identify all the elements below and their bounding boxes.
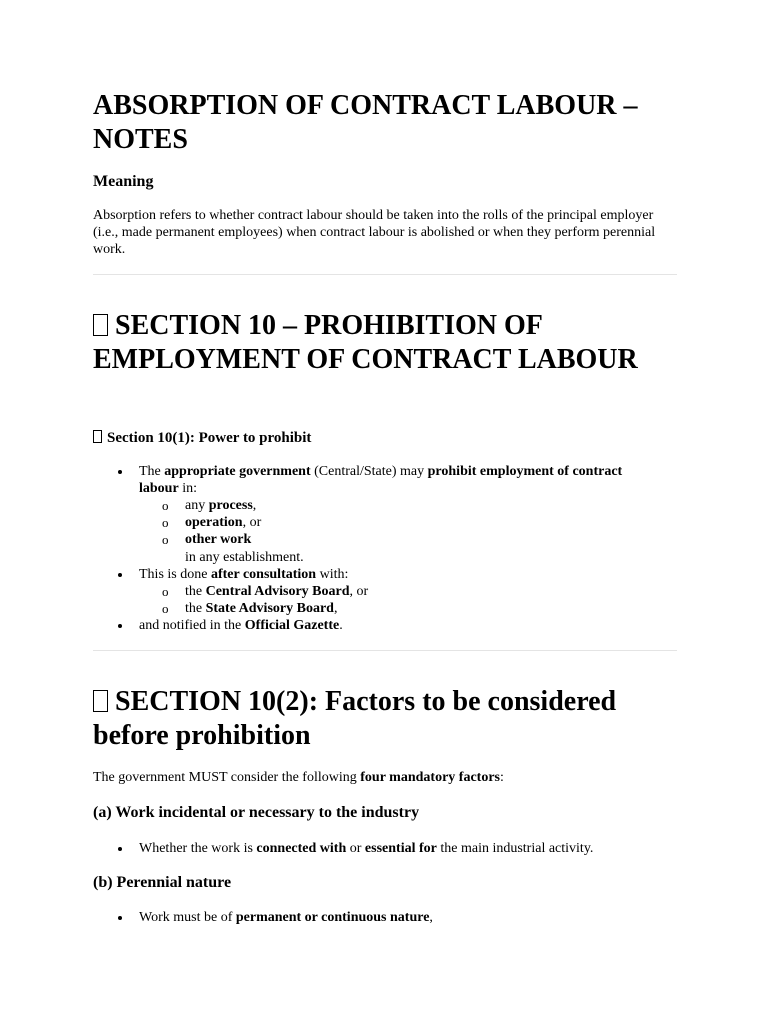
text: . [339, 618, 343, 633]
page-title: ABSORPTION OF CONTRACT LABOUR – NOTES [93, 90, 638, 155]
meaning-heading: Meaning [93, 173, 154, 190]
list-item-continuation: in any establishment. [185, 550, 304, 565]
text: the [185, 601, 206, 616]
bold-text: Central Advisory Board [205, 584, 350, 599]
sub-list-item [185, 531, 251, 548]
text: : [500, 770, 504, 785]
bold-text: four mandatory factors [360, 770, 500, 785]
sub-bullet-icon: o [162, 532, 169, 547]
bold-text: permanent or continuous nature [235, 910, 430, 925]
text: , [252, 498, 257, 513]
factor-a-heading: (a) Work incidental or necessary to the industry [93, 804, 420, 821]
list-item-continuation [139, 480, 197, 497]
bullet-icon [118, 470, 122, 474]
bullet-icon [118, 916, 122, 920]
text: the main industrial activity. [436, 841, 594, 856]
text: the [185, 584, 206, 599]
bold-text: appropriate government [164, 464, 311, 479]
sub-list-item [185, 600, 337, 617]
bullet-icon [118, 624, 122, 628]
text: and notified in the [139, 618, 245, 633]
divider [93, 274, 677, 275]
bullet-icon [118, 573, 122, 577]
text: , [333, 601, 338, 616]
checkbox-icon [93, 314, 108, 336]
text: in: [178, 481, 197, 496]
sub-bullet-icon: o [162, 498, 169, 513]
bold-text: prohibit employment of contract [427, 464, 623, 479]
checkbox-icon [93, 430, 102, 443]
bold-text: other work [185, 532, 252, 547]
bold-text: operation [185, 515, 243, 530]
sub-bullet-icon: o [162, 584, 169, 599]
bold-text: labour [139, 481, 179, 496]
bold-text: process [208, 498, 253, 513]
text: The [139, 464, 165, 479]
bold-text: State Advisory Board [205, 601, 334, 616]
section-10-2-heading [93, 685, 677, 753]
list-item [139, 840, 593, 857]
bold-text: essential for [364, 841, 437, 856]
text: with: [316, 567, 349, 582]
bold-text: connected with [256, 841, 347, 856]
text: or [346, 841, 365, 856]
factor-b-heading: (b) Perennial nature [93, 874, 232, 891]
section-10-2-heading-text: SECTION 10(2): Factors to be considered before prohibition [93, 686, 617, 751]
bold-text: after consultation [210, 567, 317, 582]
checkbox-icon [93, 690, 108, 712]
bullet-icon [118, 847, 122, 851]
text: any [185, 498, 209, 513]
text: , [429, 910, 433, 925]
section-10-heading [93, 309, 677, 377]
text: (Central/State) may [310, 464, 428, 479]
meaning-text: Absorption refers to whether contract labour should be taken into the rolls of the principal employer (i.e., made permanent employees) when contract labour is abolished or when they perform perennial work. [93, 208, 656, 257]
sub-list-item [185, 497, 256, 514]
section-10-1-heading [93, 428, 311, 448]
list-item [139, 909, 433, 926]
sub-list-item [185, 583, 368, 600]
bold-text: Official Gazette [244, 618, 340, 633]
text: Work must be of [139, 910, 236, 925]
text: Whether the work is [139, 841, 257, 856]
text: This is done [139, 567, 211, 582]
divider [93, 650, 677, 651]
text: The government MUST consider the following [93, 770, 361, 785]
sub-bullet-icon: o [162, 601, 169, 616]
list-item [139, 617, 343, 634]
list-item [139, 463, 622, 480]
sub-bullet-icon: o [162, 515, 169, 530]
sub-list-item [185, 514, 261, 531]
list-item [139, 566, 348, 583]
section-10-heading-text: SECTION 10 – PROHIBITION OF EMPLOYMENT OF CONTRACT LABOUR [93, 310, 638, 375]
factors-intro [93, 769, 677, 786]
section-10-1-heading-text: Section 10(1): Power to prohibit [107, 430, 312, 446]
text: , or [242, 515, 262, 530]
text: , or [349, 584, 369, 599]
